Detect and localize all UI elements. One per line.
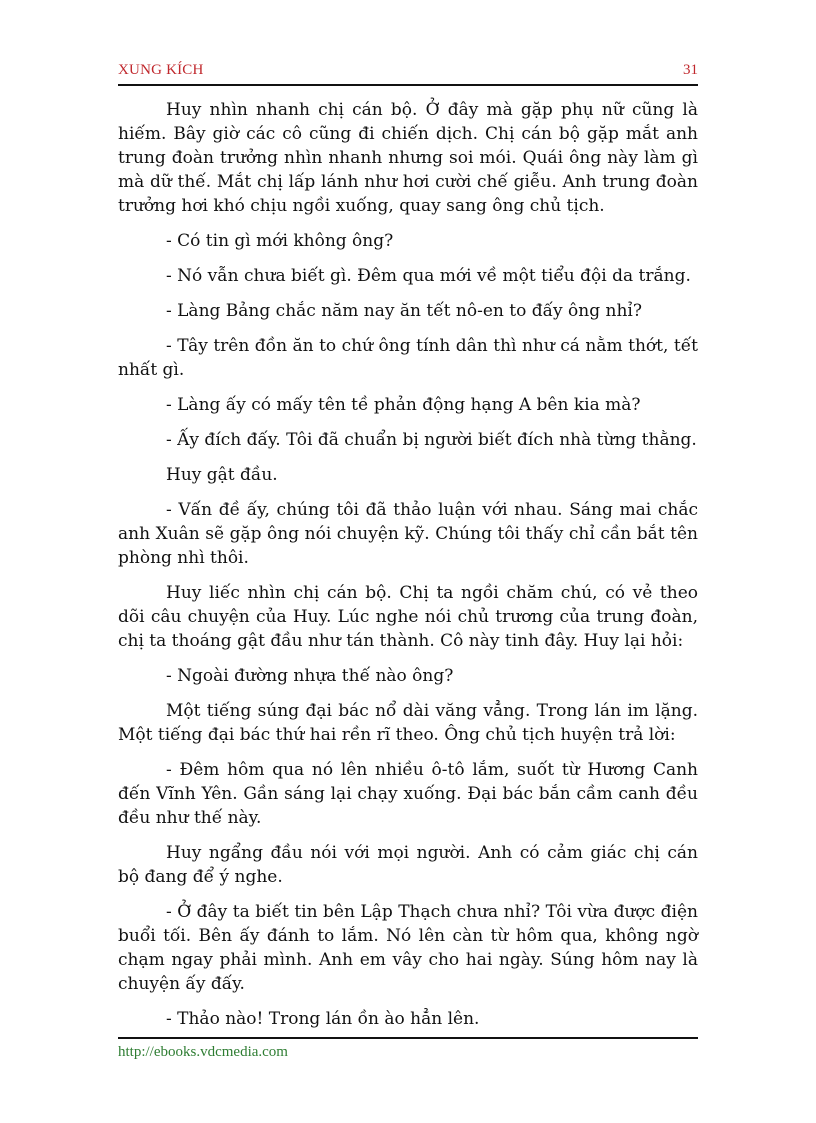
paragraph: - Ngoài đường nhựa thế nào ông?: [166, 666, 454, 686]
body-text: [118, 98, 698, 1042]
paragraph: Huy liếc nhìn chị cán bộ. Chị ta ngồi chăm chú, có vẻ theo dõi câu chuyện của Huy. Lúc nghe nói chủ trương của trung đoàn, chị ta thoáng gật đầu như tán thành. Cô này tinh đây. Huy lại hỏi:: [118, 583, 698, 651]
paragraph: - Đêm hôm qua nó lên nhiều ô-tô lắm, suốt từ Hương Canh đến Vĩnh Yên. Gần sáng lại chạy xuống. Đại bác bắn cầm canh đều đều như thế này.: [118, 760, 698, 828]
footer-divider: [118, 1037, 698, 1039]
paragraph: - Làng Bảng chắc năm nay ăn tết nô-en to đấy ông nhỉ?: [166, 301, 642, 321]
paragraph: - Ấy đích đấy. Tôi đã chuẩn bị người biết đích nhà từng thằng.: [166, 430, 697, 450]
paragraph: Huy gật đầu.: [166, 465, 278, 485]
page-number: 31: [683, 62, 698, 78]
paragraph: - Ở đây ta biết tin bên Lập Thạch chưa nhỉ? Tôi vừa được điện buổi tối. Bên ấy đánh to lắm. Nó lên càn từ hôm qua, không ngờ chạm ngay phải mình. Anh em vây cho hai ngày. Súng hôm nay là chuyện ấy đấy.: [118, 902, 698, 994]
book-title: XUNG KÍCH: [118, 62, 204, 78]
paragraph: Huy nhìn nhanh chị cán bộ. Ở đây mà gặp phụ nữ cũng là hiếm. Bây giờ các cô cũng đi chiến dịch. Chị cán bộ gặp mắt anh trung đoàn trưởng nhìn nhanh nhưng soi mói. Quái ông này làm gì mà dữ thế. Mắt chị lấp lánh như hơi cười chế giễu. Anh trung đoàn trưởng hơi khó chịu ngồi xuống, quay sang ông chủ tịch.: [118, 100, 698, 216]
paragraph: - Tây trên đồn ăn to chứ ông tính dân thì như cá nằm thớt, tết nhất gì.: [118, 336, 698, 380]
paragraph: - Nó vẫn chưa biết gì. Đêm qua mới về một tiểu đội da trắng.: [166, 266, 691, 286]
paragraph: - Làng ấy có mấy tên tề phản động hạng A bên kia mà?: [166, 395, 641, 415]
page-header: [118, 62, 698, 86]
paragraph: - Vấn đề ấy, chúng tôi đã thảo luận với nhau. Sáng mai chắc anh Xuân sẽ gặp ông nói chuyện kỹ. Chúng tôi thấy chỉ cần bắt tên phòng nhì thôi.: [118, 500, 698, 568]
paragraph: Huy ngẩng đầu nói với mọi người. Anh có cảm giác chị cán bộ đang để ý nghe.: [118, 843, 698, 887]
paragraph: - Thảo nào! Trong lán ồn ào hẳn lên.: [166, 1009, 480, 1029]
paragraph: Một tiếng súng đại bác nổ dài văng vẳng. Trong lán im lặng. Một tiếng đại bác thứ hai rền rĩ theo. Ông chủ tịch huyện trả lời:: [118, 701, 698, 745]
footer-url-link[interactable]: http://ebooks.vdcmedia.com: [118, 1044, 288, 1060]
paragraph: - Có tin gì mới không ông?: [166, 231, 394, 251]
